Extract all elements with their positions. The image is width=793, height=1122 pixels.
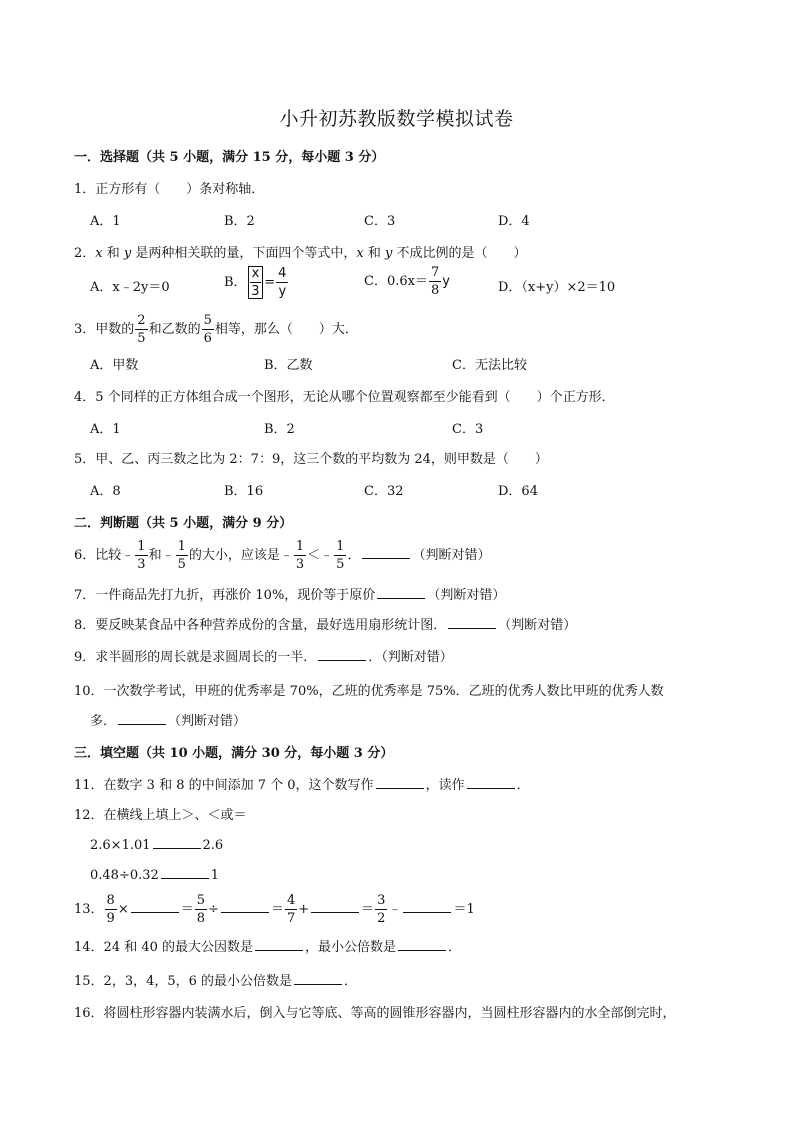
- q14-stem-text: 14．24 和 40 的最大公因数是: [74, 940, 254, 955]
- q12-row-2: [90, 866, 219, 883]
- q2-c-fraction: [429, 266, 441, 297]
- page-title: 小升初苏教版数学模拟试卷: [279, 108, 514, 130]
- q12-answer-blank-1[interactable]: [153, 836, 201, 849]
- equals-sign: =: [264, 275, 276, 290]
- fraction-denominator: 6: [203, 331, 212, 346]
- q13-fraction-1: [105, 894, 117, 925]
- q5-option-b: B．16: [224, 484, 264, 499]
- fraction-numerator: 2: [137, 313, 146, 328]
- q9-answer-blank[interactable]: [318, 648, 366, 661]
- q6-fraction-1: [135, 540, 147, 571]
- question-10-line-2: [90, 710, 246, 729]
- question-8-stem: [74, 614, 576, 633]
- q13-answer-blank-4[interactable]: [403, 900, 451, 913]
- q2-stem-part: 和: [363, 246, 385, 261]
- question-13-stem: [74, 894, 475, 925]
- fraction-denominator: 5: [137, 331, 146, 346]
- q15-stem-text: 15．2，3，4，5，6 的最小公倍数是: [74, 974, 293, 989]
- q14-stem-text: ．: [448, 940, 462, 955]
- q4-option-b: B．2: [264, 422, 295, 437]
- q9-hint: ．（判断对错）: [368, 650, 453, 665]
- q12-answer-blank-2[interactable]: [161, 866, 209, 879]
- q2-option-b-label: B．: [224, 275, 247, 290]
- q7-hint: （判断对错）: [427, 588, 506, 603]
- fraction-denominator: 5: [177, 557, 186, 572]
- q3-fraction-1: [135, 314, 147, 345]
- q11-stem-text: ，读作: [425, 778, 465, 793]
- equals-sign: ＝: [180, 902, 194, 917]
- fraction-numerator: 5: [203, 313, 212, 328]
- q2-var-x: x: [95, 246, 103, 261]
- q1-option-a: A．1: [90, 214, 121, 229]
- q5-option-d: D．64: [498, 484, 538, 499]
- plus-sign: +: [298, 902, 310, 917]
- q7-stem-text: 7．一件商品先打九折，再涨价 10%，现价等于原价: [74, 588, 376, 603]
- question-11-stem: [74, 774, 530, 793]
- q2-b-fraction-1: [248, 266, 264, 299]
- q1-option-b: B．2: [224, 214, 255, 229]
- q10-stem-text: 多．: [90, 714, 117, 729]
- q2-stem-part: 不成比例的是（ ）: [392, 246, 527, 261]
- question-7-stem: [74, 584, 505, 603]
- q3-stem-part: 和乙数的: [148, 322, 201, 337]
- q2-stem-part: 是两种相关联的量，下面四个等式中，: [131, 246, 357, 261]
- fraction-denominator: 3: [251, 284, 260, 299]
- q8-hint: （判断对错）: [498, 618, 577, 633]
- question-4-stem: 4．5 个同样的正方体组合成一个图形，无论从哪个位置观察都至少能看到（ ）个正方形．: [74, 390, 615, 405]
- q2-option-c-label: C．0.6x＝: [364, 274, 428, 289]
- question-5-stem: 5．甲、乙、丙三数之比为 2：7：9，这三个数的平均数为 24，则甲数是（ ）: [74, 452, 548, 467]
- section-heading-judge: 二．判断题（共 5 小题，满分 9 分）: [74, 516, 293, 531]
- q3-option-a: A．甲数: [90, 358, 139, 373]
- q6-stem-part: ＜﹣: [307, 548, 334, 563]
- q9-stem-text: 9．求半圆形的周长就是求圆周长的一半．: [74, 650, 317, 665]
- q1-option-c: C．3: [364, 214, 396, 229]
- q3-option-c: C．无法比较: [452, 358, 527, 373]
- section-heading-fill: 三．填空题（共 10 小题，满分 30 分，每小题 3 分）: [74, 746, 394, 761]
- fraction-numerator: 1: [336, 539, 345, 554]
- q2-option-c: [364, 266, 450, 297]
- q13-fraction-3: [285, 894, 297, 925]
- q3-stem-part: 相等，那么（ ）大．: [214, 322, 358, 337]
- fraction-numerator: 1: [177, 539, 186, 554]
- q1-option-d: D．4: [498, 214, 530, 229]
- q2-stem-part: 2．: [74, 246, 96, 261]
- minus-sign: ﹣: [388, 902, 402, 917]
- fraction-numerator: 5: [196, 893, 206, 908]
- q6-stem-part: 6．比较﹣: [74, 548, 135, 563]
- fraction-denominator: 8: [430, 283, 440, 298]
- fraction-denominator: 2: [377, 911, 386, 926]
- q13-fraction-2: [195, 894, 207, 925]
- q15-answer-blank[interactable]: [294, 972, 342, 985]
- question-6-stem: [74, 540, 490, 571]
- q6-stem-part: 的大小，应该是﹣: [188, 548, 293, 563]
- q13-answer-blank-2[interactable]: [221, 900, 269, 913]
- q6-answer-blank[interactable]: [362, 546, 410, 559]
- q3-fraction-2: [202, 314, 214, 345]
- q7-answer-blank[interactable]: [377, 586, 425, 599]
- q6-fraction-2: [176, 540, 188, 571]
- q5-option-c: C．32: [364, 484, 404, 499]
- question-15-stem: [74, 970, 357, 989]
- fraction-numerator: 8: [106, 893, 115, 908]
- question-12-stem: 12．在横线上填上＞、＜或＝: [74, 808, 247, 823]
- question-14-stem: [74, 936, 461, 955]
- equals-sign: ＝: [361, 902, 375, 917]
- q2-var-y: y: [385, 246, 393, 261]
- q6-fraction-3: [294, 540, 306, 571]
- q6-fraction-4: [334, 540, 346, 571]
- fraction-denominator: 3: [295, 557, 305, 572]
- q6-stem-part: ．: [347, 548, 361, 563]
- fraction-numerator: 1: [137, 539, 146, 554]
- fraction-denominator: 8: [196, 911, 206, 926]
- q10-answer-blank[interactable]: [118, 712, 166, 725]
- q12-row-2-right: 1: [210, 868, 220, 883]
- q3-stem-part: 3．甲数的: [74, 322, 135, 337]
- question-2-stem: [74, 242, 527, 261]
- q2-var-x: x: [356, 246, 364, 261]
- q14-stem-text: ，最小公倍数是: [305, 940, 397, 955]
- fraction-numerator: 4: [286, 893, 296, 908]
- question-9-stem: [74, 646, 453, 665]
- equals-sign: ＝1: [453, 902, 475, 917]
- q2-option-d: D．（x+y）×2＝10: [498, 280, 616, 295]
- question-10-line-1: 10．一次数学考试，甲班的优秀率是 70%，乙班的优秀率是 75%．乙班的优秀人数比甲班的优秀人数: [74, 684, 664, 699]
- fraction-denominator: y: [278, 284, 287, 299]
- fraction-numerator: 3: [377, 893, 386, 908]
- q6-hint: （判断对错）: [412, 548, 491, 563]
- fraction-denominator: 5: [336, 557, 345, 572]
- fraction-denominator: 7: [286, 911, 296, 926]
- q4-option-a: A．1: [90, 422, 121, 437]
- divide-sign: ÷: [208, 902, 219, 917]
- q12-row-1-left: 2.6×1.01: [90, 838, 151, 853]
- q3-option-b: B．乙数: [264, 358, 313, 373]
- q8-answer-blank[interactable]: [448, 616, 496, 629]
- q10-hint: （判断对错）: [168, 714, 247, 729]
- q5-option-a: A．8: [90, 484, 121, 499]
- question-1-stem: 1．正方形有（ ）条对称轴．: [74, 182, 265, 197]
- fraction-denominator: 3: [137, 557, 146, 572]
- q13-label: 13．: [74, 902, 104, 917]
- q14-answer-blank-2[interactable]: [398, 938, 446, 951]
- times-sign: ×: [117, 902, 129, 917]
- fraction-numerator: 7: [430, 265, 440, 280]
- q8-stem-text: 8．要反映某食品中各种营养成份的含量，最好选用扇形统计图．: [74, 618, 447, 633]
- fraction-numerator: 4: [278, 266, 287, 281]
- q12-row-1-right: 2.6: [202, 838, 224, 853]
- q11-stem-text: 11．在数字 3 和 8 的中间添加 7 个 0，这个数写作: [74, 778, 374, 793]
- question-3-stem: [74, 314, 358, 345]
- q6-stem-part: 和﹣: [148, 548, 175, 563]
- fraction-numerator: x: [251, 266, 260, 281]
- equals-sign: ＝: [270, 902, 284, 917]
- q13-fraction-4: [375, 894, 387, 925]
- q13-answer-blank-3[interactable]: [311, 900, 359, 913]
- q12-row-1: [90, 836, 223, 853]
- q2-option-a: A．x﹣2y＝0: [90, 280, 170, 295]
- q2-stem-part: 和: [102, 246, 124, 261]
- q11-stem-text: ．: [516, 778, 530, 793]
- q14-answer-blank-1[interactable]: [255, 938, 303, 951]
- q11-answer-blank-1[interactable]: [376, 776, 424, 789]
- section-heading-choice: 一．选择题（共 5 小题，满分 15 分，每小题 3 分）: [74, 150, 385, 165]
- q15-stem-text: ．: [344, 974, 358, 989]
- q2-b-fraction-2: [276, 267, 288, 298]
- q13-answer-blank-1[interactable]: [131, 900, 179, 913]
- fraction-numerator: 1: [295, 539, 305, 554]
- fraction-denominator: 9: [106, 911, 115, 926]
- question-16-stem: 16．将圆柱形容器内装满水后，倒入与它等底、等高的圆锥形容器内，当圆柱形容器内的水全部倒完时，: [74, 1006, 676, 1021]
- q11-answer-blank-2[interactable]: [467, 776, 515, 789]
- q2-c-var-y: y: [442, 274, 450, 289]
- q2-var-y: y: [123, 246, 132, 261]
- q2-option-b: [224, 266, 289, 299]
- q12-row-2-left: 0.48÷0.32: [90, 868, 159, 883]
- q4-option-c: C．3: [452, 422, 484, 437]
